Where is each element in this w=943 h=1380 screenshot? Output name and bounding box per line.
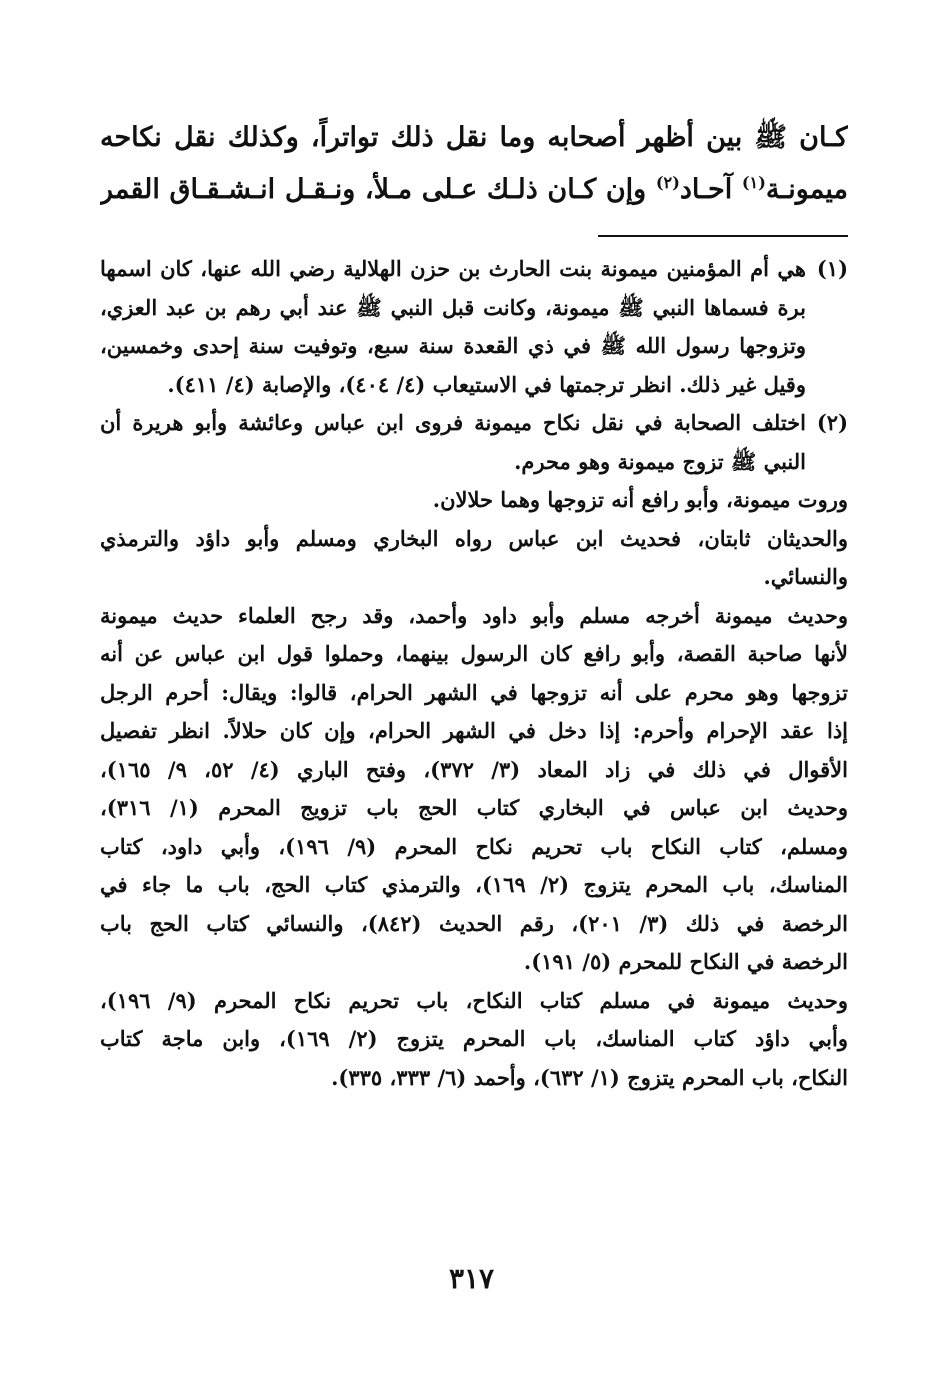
footnote-line: وحديث ميمونة في مسلم كتاب النكاح، باب تحريم نكاح المحرم (٩/ ١٩٦)،	[100, 987, 848, 1013]
main-text-segment: آحـاد	[679, 174, 742, 205]
footnote-line: النكاح، باب المحرم يتزوج (١/ ٦٣٢)، وأحمد (٦/ ٣٣٣، ٣٣٥).	[331, 1064, 848, 1090]
footnote-line: لأنها صاحبة القصة، وأبو رافع كان الرسول بينهما، وحملوا قول ابن عباس عن أنه	[100, 641, 848, 666]
main-text-line	[100, 164, 848, 216]
footnote-line: اختلف الصحابة في نقل نكاح ميمونة فروى ابن عباس وعائشة وأبو هريرة أن	[100, 410, 806, 435]
footnote-line: المناسك، باب المحرم يتزوج (٢/ ١٦٩)، والترمذي كتاب الحج، باب ما جاء في	[100, 872, 848, 897]
footnote-separator	[598, 235, 848, 237]
footnote-line: النبي ﷺ تزوج ميمونة وهو محرم.	[514, 448, 806, 474]
footnote-line: وأبي داؤد كتاب المناسك، باب المحرم يتزوج (٢/ ١٦٩)، وابن ماجة كتاب	[100, 1026, 848, 1051]
footnote-line: وحديث ميمونة أخرجه مسلم وأبو داود وأحمد، وقد رجح العلماء حديث ميمونة	[100, 602, 848, 628]
footnote-line: ومسلم، كتاب النكاح باب تحريم نكاح المحرم (٩/ ١٩٦)، وأبي داود، كتاب	[100, 833, 848, 859]
footnote-line: برة فسماها النبي ﷺ ميمونة، وكانت قبل النبي ﷺ عند أبي رهم بن عبد العزي،	[100, 294, 806, 320]
footnote-paragraph	[100, 481, 848, 520]
footnote-line: الأقوال في ذلك في زاد المعاد (٣/ ٣٧٢)، وفتح الباري (٤/ ٥٢، ٩/ ١٦٥)،	[100, 756, 848, 782]
main-text-segment: وإن كـان ذلـك عـلى مـلأ، ونـقـل انـشـقـاق القمر	[100, 174, 656, 205]
footnote-line: والحديثان ثابتان، فحديث ابن عباس رواه البخاري ومسلم وأبو داؤد والترمذي	[100, 525, 848, 551]
footnote-line: الرخصة في ذلك (٣/ ٢٠١)، رقم الحديث (٨٤٢)، والنسائي كتاب الحج باب	[100, 910, 848, 936]
footnote-line: وقيل غير ذلك. انظر ترجمتها في الاستيعاب (٤/ ٤٠٤)، والإصابة (٤/ ٤١١).	[167, 371, 806, 397]
footnote-body	[100, 404, 806, 481]
footnote-number: (٢)	[816, 410, 848, 435]
footnote-number: (١)	[816, 256, 848, 281]
main-text	[100, 112, 848, 216]
main-text-segment: ميمونـة	[765, 174, 848, 205]
footnote-line: الرخصة في النكاح للمحرم (٥/ ١٩١).	[523, 949, 848, 974]
footnote-marker[interactable]: (٢)	[655, 173, 680, 192]
footnote-1	[100, 250, 848, 404]
footnote-paragraph	[100, 597, 848, 982]
footnote-line: وتزوجها رسول الله ﷺ في ذي القعدة سنة سبع، وتوفيت سنة إحدى وخمسين،	[100, 333, 806, 358]
footnote-paragraph	[100, 520, 848, 597]
footnote-2	[100, 404, 848, 1097]
footnote-line: والنسائي.	[763, 564, 848, 589]
footnotes	[100, 250, 848, 1097]
footnote-line: وروت ميمونة، وأبو رافع أنه تزوجها وهما حلالان.	[432, 487, 848, 512]
footnote-line: هي أم المؤمنين ميمونة بنت الحارث بن حزن الهلالية رضي الله عنها، كان اسمها	[100, 256, 806, 281]
footnote-paragraph	[100, 982, 848, 1098]
footnote-line: تزوجها وهو محرم على أنه تزوجها في الشهر الحرام، قالوا: ويقال: أحرم الرجل	[100, 679, 848, 705]
footnote-line: وحديث ابن عباس في البخاري كتاب الحج باب تزويج المحرم (١/ ٣١٦)،	[100, 795, 848, 820]
footnote-line: إذا عقد الإحرام وأحرم: إذا دخل في الشهر الحرام، وإن كان حلالاً. انظر تفصيل	[100, 718, 848, 743]
page-number: ٣١٧	[448, 1262, 495, 1295]
footnote-marker[interactable]: (١)	[741, 173, 766, 192]
footnote-body	[100, 250, 806, 404]
main-text-line: كـان ﷺ بين أظهر أصحابه وما نقل ذلك تواتراً، وكذلك نقل نكاحه	[100, 122, 848, 153]
